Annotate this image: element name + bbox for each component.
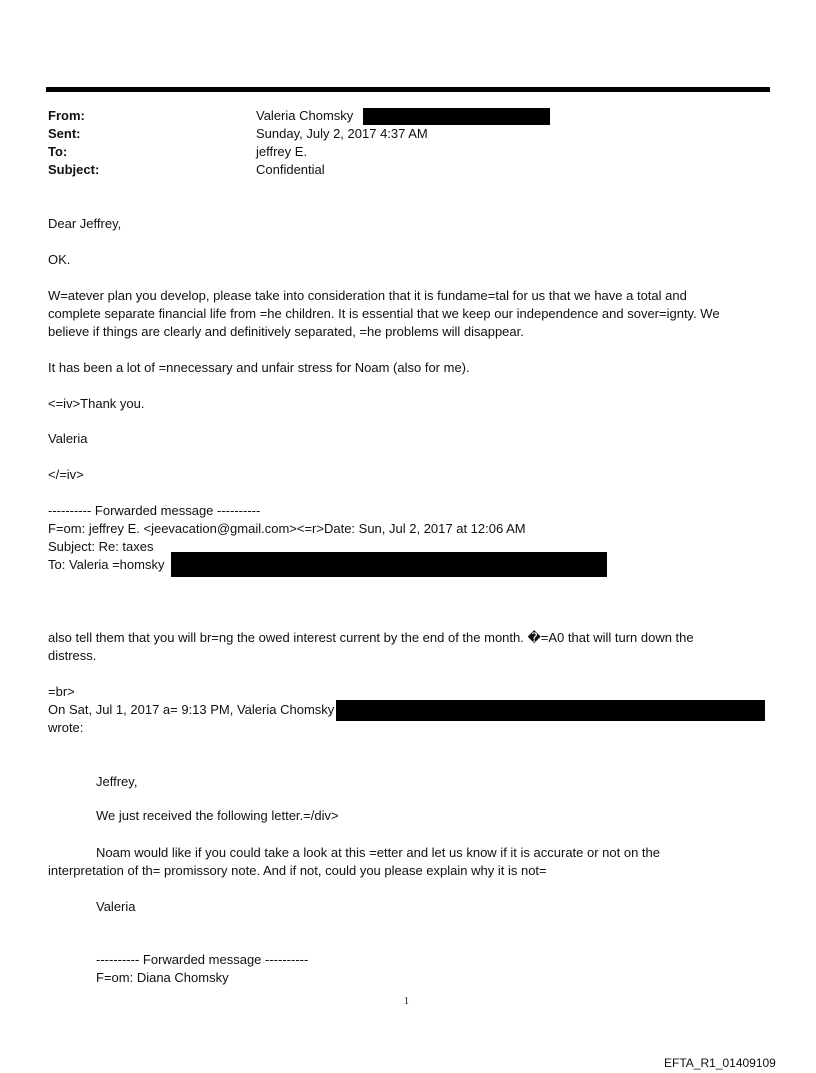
quoted-signature: Valeria <box>96 899 136 914</box>
header-rule <box>46 87 770 92</box>
forward-from-line: F=om: jeffrey E. <jeevacation@gmail.com><=r>Date: Sun, Jul 2, 2017 at 12:06 AM <box>48 521 526 536</box>
forward-message-line: distress. <box>48 648 97 663</box>
redaction-block <box>336 700 765 721</box>
forward-message-line: also tell them that you will br=ng the owed interest current by the end of the month. �=A0 that will turn down the <box>48 630 694 645</box>
quoted-forward-from: F=om: Diana Chomsky <box>96 970 229 985</box>
quoted-forward-divider: ---------- Forwarded message ---------- <box>96 952 309 967</box>
body-paragraph-line: W=atever plan you develop, please take into consideration that it is fundame=tal for us that we have a total and <box>48 288 687 303</box>
from-value: Valeria Chomsky <box>256 108 354 123</box>
quoted-greeting: Jeffrey, <box>96 774 138 789</box>
quoted-paragraph-line: interpretation of th= promissory note. And if not, could you please explain why it is not= <box>48 863 547 878</box>
subject-value: Confidential <box>256 162 325 177</box>
body-close-div: </=iv> <box>48 467 84 482</box>
from-label: From: <box>48 108 85 123</box>
page-number: 1 <box>404 996 409 1007</box>
body-paragraph-line: believe if things are clearly and definitively separated, =he problems will disappear. <box>48 324 524 339</box>
to-value: jeffrey E. <box>256 144 308 159</box>
redaction-block <box>363 108 550 125</box>
forward-wrote-line: On Sat, Jul 1, 2017 a= 9:13 PM, Valeria Chomsky <box>48 702 335 717</box>
body-paragraph-line: complete separate financial life from =he children. It is essential that we keep our independence and sover=ignty. We <box>48 306 720 321</box>
subject-label: Subject: <box>48 162 100 177</box>
body-paragraph-stress: It has been a lot of =nnecessary and unfair stress for Noam (also for me). <box>48 360 470 375</box>
body-greeting: Dear Jeffrey, <box>48 216 122 231</box>
to-label: To: <box>48 144 68 159</box>
quoted-paragraph-line: Noam would like if you could take a look at this =etter and let us know if it is accurate or not on the <box>96 845 660 860</box>
forward-br: =br> <box>48 684 75 699</box>
quoted-received: We just received the following letter.=/div> <box>96 808 339 823</box>
body-ok: OK. <box>48 252 71 267</box>
forward-to-line: To: Valeria =homsky <box>48 557 165 572</box>
body-thanks: <=iv>Thank you. <box>48 396 145 411</box>
redaction-block <box>171 552 607 577</box>
sent-label: Sent: <box>48 126 81 141</box>
sent-value: Sunday, July 2, 2017 4:37 AM <box>256 126 428 141</box>
forward-subject-line: Subject: Re: taxes <box>48 539 154 554</box>
document-id: EFTA_R1_01409109 <box>664 1056 776 1070</box>
forward-wrote-line: wrote: <box>48 720 84 735</box>
forward-divider: ---------- Forwarded message ---------- <box>48 503 261 518</box>
body-signature: Valeria <box>48 431 88 446</box>
